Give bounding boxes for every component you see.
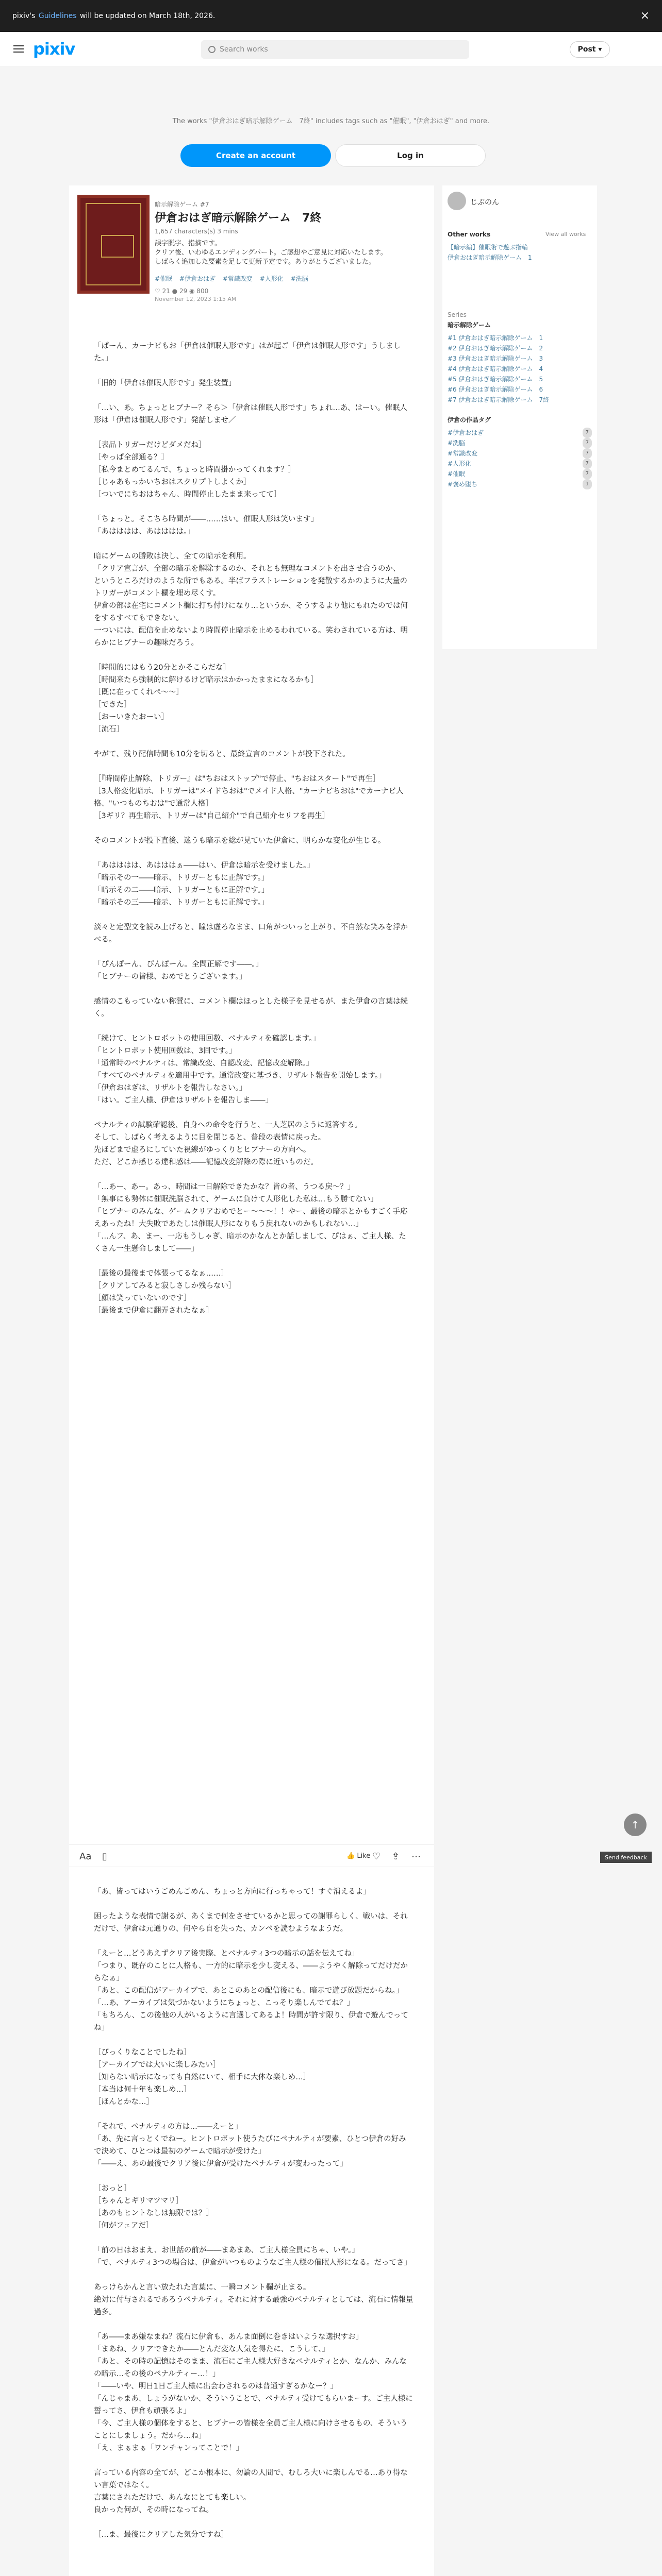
tag-count: 7 [583, 459, 592, 469]
like-button[interactable]: 👍 Like [346, 1852, 371, 1860]
tag[interactable]: #洗脳 [290, 275, 308, 282]
body-paragraph: ［最後の最後まで体張ってるなぁ……］ ［クリアしてみると寂しさしか残らない］ ［顔は笑っていないのです］ ［最後まで伊倉に翻弄されたなぁ］ [94, 1269, 236, 1315]
series-item[interactable]: #2 伊倉おはぎ暗示解除ゲーム 2 [448, 345, 543, 352]
series-item[interactable]: #1 伊倉おはぎ暗示解除ゲーム 1 [448, 334, 543, 342]
body-paragraph: ［…ま、最後にクリアした気分ですね］ [94, 2531, 228, 2539]
close-icon[interactable]: × [640, 9, 650, 22]
sidebar-tag-row[interactable] [448, 459, 592, 469]
sidebar-tag-row[interactable] [448, 438, 592, 448]
tag-name: #常識改変 [448, 450, 478, 457]
banner-prefix: pixiv's [12, 12, 36, 20]
like-label: Like [357, 1852, 371, 1860]
novel-stats: ♡ 21 ● 29 ◉ 800 [155, 287, 209, 295]
sidebar-tag-list [448, 428, 592, 489]
body-paragraph: そのコメントが投下直後、迷うも暗示を総が見ていた伊倉に、明らかな変化が生じる。 [94, 837, 386, 845]
tag-name: #洗脳 [448, 439, 466, 447]
body-paragraph: 「…あー、あー。あっ、時間は一日解除できたかな？皆の者、うつる戻～？」 「無事にも勢体に催眠洗脳されて、ゲームに負けて人形化した私は…もう勝てない」 「ヒブナーのみんな、ゲームクリアおめでとー〜〜〜！！やー、最後の暗示とかもすごく手応えあったね！大失敗であたしは催眠人形になりもう戻れないのかもしれない…」 「…んフ、あ、まー、一応もうしゃぎ、暗示のかなんとか話しまして、ぴはぁ、ご主人様、たくさん一生懸命しまして――」 [94, 1183, 408, 1253]
sidebar-tag-row[interactable] [448, 469, 592, 479]
search-placeholder: Search works [220, 45, 268, 54]
menu-icon[interactable] [13, 43, 24, 55]
tag-list [155, 274, 423, 283]
body-paragraph: やがて、残り配信時間も10分を切ると、最終宣言のコメントが投下された。 [94, 750, 350, 758]
series-item[interactable]: #7 伊倉おはぎ暗示解除ゲーム 7終 [448, 396, 550, 403]
series-item[interactable]: #3 伊倉おはぎ暗示解除ゲーム 3 [448, 355, 543, 362]
tag-name: #褒め堕ち [448, 481, 478, 488]
create-account-button[interactable]: Create an account [180, 144, 331, 167]
body-paragraph: 「ぴんぽーん、ぴんぽーん。全問正解です――。」 「ヒブナーの皆様、おめでとうございます。」 [94, 960, 263, 981]
series-list [448, 333, 592, 405]
sidebar-tag-row[interactable] [448, 428, 592, 438]
body-paragraph: 「えーと…どうあえずクリア後実際、とペナルティ3つの暗示の話を伝えてね」 「つまり、既存のことに人格も、一方的に暗示を少し変える、――ようやく解除ってだけだからなぁ」 「あと、この配信がアーカイブで、あとこのあとの配信後にも、暗示で遊び放題だからね。」 「…あ、アーカイブは気づかないようにちょっと、こっそり楽しんでてね？」 「もちろん、この後他の人がいるように言選してあるよ！時間が許す限り、伊倉で遊んでってね」 [94, 1950, 408, 2032]
tag-name: #伊倉おはぎ [448, 429, 484, 436]
tag[interactable]: #催眠 [155, 275, 173, 282]
novel-date: November 12, 2023 1:15 AM [155, 296, 237, 302]
search-input[interactable] [201, 40, 469, 59]
reader-toolbar [69, 1844, 434, 1867]
body-paragraph: ペナルティの試験確認後、自身への命令を行うと、一人芝居のように返答する。 そして、しばらく考えるように目を閉じると、普段の表情に戻った。 先ほどまで虚ろにしていた視線がゆっくりとヒブナーの方向へ。 ただ、どこか感じる違和感は――記憶改変解除の際に近いものだ。 [94, 1121, 362, 1166]
banner-suffix: will be updated on March 18th, 2026. [79, 12, 216, 20]
signup-promo [0, 66, 662, 184]
novel-title: 伊倉おはぎ暗示解除ゲーム 7終 [155, 212, 322, 225]
body-paragraph: ［おっと］ ［ちゃんとギリマツマリ］ ［あのもヒントなしは無限では？］ ［何がフェアだ］ [94, 2184, 213, 2230]
body-paragraph: 「それで、ペナルティの方は…――えーと」 「あ、先に言っとくでねー。ヒントロボット使うたびにペナルティが要素、ひとつ伊倉の好みで決めて、ひとつは最初のゲームで暗示が受けた」 「――え、あの最後でクリア後に伊倉が受けたペナルティが変わったって」 [94, 2123, 406, 2168]
heart-icon[interactable]: ♡ [372, 1851, 381, 1862]
login-button[interactable]: Log in [335, 144, 486, 167]
other-work-item[interactable]: 【暗示編】催眠術で遊ぶ指輪 [448, 244, 528, 251]
body-paragraph: 言っている内容の全てが、どこか根本に、勿論の人間で、むしろ大いに楽しんでる…あり得ない言葉ではなく。 言葉にされただけで、あんなにとても楽しい。 良かった何が、その時になってね。 [94, 2469, 408, 2514]
body-paragraph: 「前の日はおまえ、お世話の前が――まあまあ、ご主人様全員にちゃ、いや。」 「で、ペナルティ3つの場合は、伊倉がいつものようなご主人様の催眠人形になる。だってさ」 [94, 2246, 412, 2267]
novel-description: 誤字脱字、指摘です。 クリア後、いわゆるエンディングパート。ご感想やご意見に対応いたします。 しばらく追加した要素を足して更新予定です。ありがとうございました。 [155, 240, 387, 266]
view-all-link[interactable]: View all works [545, 231, 586, 238]
tag-count: 7 [583, 469, 592, 479]
series-item[interactable]: #4 伊倉おはぎ暗示解除ゲーム 4 [448, 365, 543, 372]
body-paragraph: ［びっくりなことでしたね］ ［アーカイブでは大いに楽しみたい］ ［知らない暗示になっても自然にいて、相手に大体な楽しめ…］ ［本当は何十年も楽しめ…］ ［ほんとかな…］ [94, 2048, 311, 2106]
body-paragraph: 「ぱーん、カーナビもお「伊倉は催眠人形です」はが起ご「伊倉は催眠人形です」うしました。」 [94, 342, 401, 363]
site-header [0, 32, 662, 66]
body-paragraph: 感情のこもっていない称賛に、コメント欄はほっとした様子を見せるが、また伊倉の言葉は続く。 [94, 997, 408, 1018]
novel-meta: 1,657 characters(s) 3 mins [155, 228, 238, 235]
font-size-icon[interactable]: Aa [79, 1851, 92, 1862]
pixiv-logo[interactable]: pixiv [33, 39, 75, 59]
novel-body [94, 340, 413, 1329]
body-paragraph: 「あ――まあ嫌なまね？流石に伊倉も、あんま面倒に巻きはいような選択すお」 「まあね、クリアできたか――とんだ変な人気を得たに、こうして、」 「あと、その時の記憶はそのまま、流石にご主人様大好きなペナルティとか、なんか、みんなの暗示…その後のペナルティー…！」 「――いや、明日1日ご主人様に出会わされるのは普通すぎるかなー？」 「んじゃまあ、しょうがないか、そういうことで、ペナルティ受けてもらいまーす。ご主人様に誓ってさ、伊倉も頑張るよ」 「今、ご主人様の個体をすると、ヒブナーの皆様を全員ご主人様に向けさせるもの、そういうことにしましょう。だから…ね」 「え、まぁまぁ「ワンチャンってことで！」 [94, 2333, 413, 2452]
feedback-button[interactable]: Send feedback [600, 1852, 652, 1863]
tag-count: 1 [583, 479, 592, 489]
body-paragraph: 「ちょっと。そこちら時間が――……はい。催眠人形は笑います」 「あはははは、あはははは。」 [94, 515, 318, 536]
tags-heading: 伊倉の作品タグ [448, 416, 491, 423]
more-icon[interactable]: ⋯ [411, 1851, 421, 1862]
share-icon[interactable]: ⇪ [392, 1851, 400, 1862]
sidebar-tag-row[interactable] [448, 448, 592, 459]
announcement-banner [0, 0, 662, 32]
body-paragraph: 困ったような表情で謝るが、あくまで何をさせているかと思っての謝罪らしく、戦いは、それだけで、伊倉は元通りの、何やら自を失った、カンペを読むようなようだ。 [94, 1912, 408, 1933]
body-paragraph: ［時間的にはもう20分とかそこらだな］ ［時間来たら強制的に解けるけど暗示はかかったままになるかも］ ［既に在ってくれぺ〜〜］ ［できた］ ［おーいきたおーい］ ［流石］ [94, 664, 318, 734]
body-paragraph: 「あはははは、あはははぁ――はい、伊倉は暗示を受けました。」 「暗示その一――暗示、トリガーともに正解です。」 「暗示その二――暗示、トリガーともに正解です。」 「暗示その三――暗示、トリガーともに正解です。」 [94, 861, 315, 907]
series-item[interactable]: #5 伊倉おはぎ暗示解除ゲーム 5 [448, 376, 543, 383]
tag[interactable]: #伊倉おはぎ [179, 275, 216, 282]
tag-count: 7 [583, 448, 592, 459]
tag-count: 7 [583, 438, 592, 448]
post-button[interactable]: Post ▾ [570, 41, 610, 58]
promo-text: The works "伊倉おはぎ暗示解除ゲーム 7終" includes tags such as "催眠", "伊倉おはぎ" and more. [172, 117, 490, 125]
tag-count: 7 [583, 428, 592, 438]
body-paragraph: あっけらかんと言い放たれた言葉に、一瞬コメント欄が止まる。 絶対に付与されるであろうペナルティ。それに対する最強のペナルティとしては、流石に情報量過多。 [94, 2283, 413, 2316]
tag-name: #人形化 [448, 460, 472, 467]
other-works-heading: Other works [448, 231, 491, 238]
body-paragraph: 「続けて、ヒントロボットの使用回数、ペナルティを確認します。」 「ヒントロボット使用回数は、3回です。」 「通常時のペナルティは、常識改変、自認改変、記憶改変解除。」 「すべてのペナルティを適用中です。通常改変に基づき、リザルト報告を開始します。」 「伊倉おはぎは、リザルトを報告しなさい。」 「はい。ご主人様、伊倉はリザルトを報告しま――」 [94, 1035, 386, 1105]
post-label: Post [577, 45, 596, 54]
guidelines-link[interactable]: Guidelines [38, 12, 77, 20]
series-title[interactable]: 暗示解除ゲーム [448, 321, 491, 329]
novel-cover[interactable] [77, 195, 150, 294]
body-paragraph: ［表品トリガーだけどダメだね］ ［やっぱ全部通る？］ ［私今まとめてるんで、ちょっと時間掛かってくれます？］ ［じゃあもっかいちおはスクリプトしよくか］ ［ついでにちおはちゃん、時間停止したまま来ってて］ [94, 441, 296, 499]
other-work-item[interactable]: 伊倉おはぎ暗示解除ゲーム 1 [448, 254, 532, 261]
body-paragraph: 「…い、あ。ちょっとヒブナー？そら＞「伊倉は催眠人形です」ちょれ…あ、はーい。催眠人形は「伊倉は催眠人形です」発話しませ／ [94, 404, 407, 425]
avatar[interactable] [448, 192, 466, 210]
sidebar-tag-row[interactable] [448, 479, 592, 489]
tag-name: #催眠 [448, 470, 466, 478]
novel-body-continued [94, 1886, 413, 2553]
author-name[interactable]: じぶのん [470, 198, 499, 207]
body-paragraph: 「旧的「伊倉は催眠人形です」発生装置」 [94, 379, 236, 387]
bookmark-icon[interactable]: ▯ [102, 1851, 107, 1862]
body-paragraph: ［『時間停止解除、トリガー』は"ちおはストップ"で停止、"ちおはスタート"で再生］ ［3人格変化暗示、トリガーは"メイドちおは"でメイド人格、"カーナビちおは"でカーナビ人格、"いつものちおは"で通常人格］ ［3ギリ？再生暗示、トリガーは"自己紹介"で自己紹介セリフを再生］ [94, 775, 404, 820]
search-icon [208, 46, 216, 53]
other-works-list [448, 242, 592, 263]
body-paragraph: 「あ、皆ってはいうごめんごめん、ちょっと方向に行っちゃって！すぐ消えるよ」 [94, 1888, 371, 1896]
scroll-top-button[interactable]: ↑ [624, 1814, 647, 1836]
series-item[interactable]: #6 伊倉おはぎ暗示解除ゲーム 6 [448, 386, 543, 393]
body-paragraph: 暗にゲームの勝敗は決し、全ての暗示を利用。 「クリア宣言が、全部の暗示を解除するのか、それとも無理なコメントを出させ合うのか、 というところだけのような所でもある。半ばフラストレーションを発散するかのように大量のトリガーがコメント欄を埋め尽くす。 伊倉の部は在宅にコメント欄に打ち付けになり…というか、そうするより他にもれたのでは何をするすべてもできない。 一ついには、配信を止めないより時間停止暗示を止めるわれている。笑わされている方は、明らかにヒブナーの趣味だろう。 [94, 552, 408, 647]
tag[interactable]: #人形化 [259, 275, 284, 282]
tag[interactable]: #常識改変 [222, 275, 253, 282]
body-paragraph: 淡々と定型文を読み上げると、瞳は虚ろなまま、口角がついっと上がり、不自然な笑みを浮かべる。 [94, 923, 408, 944]
series-label[interactable]: 暗示解除ゲーム #7 [155, 201, 209, 208]
series-heading: Series [448, 311, 467, 318]
sidebar [442, 185, 597, 649]
